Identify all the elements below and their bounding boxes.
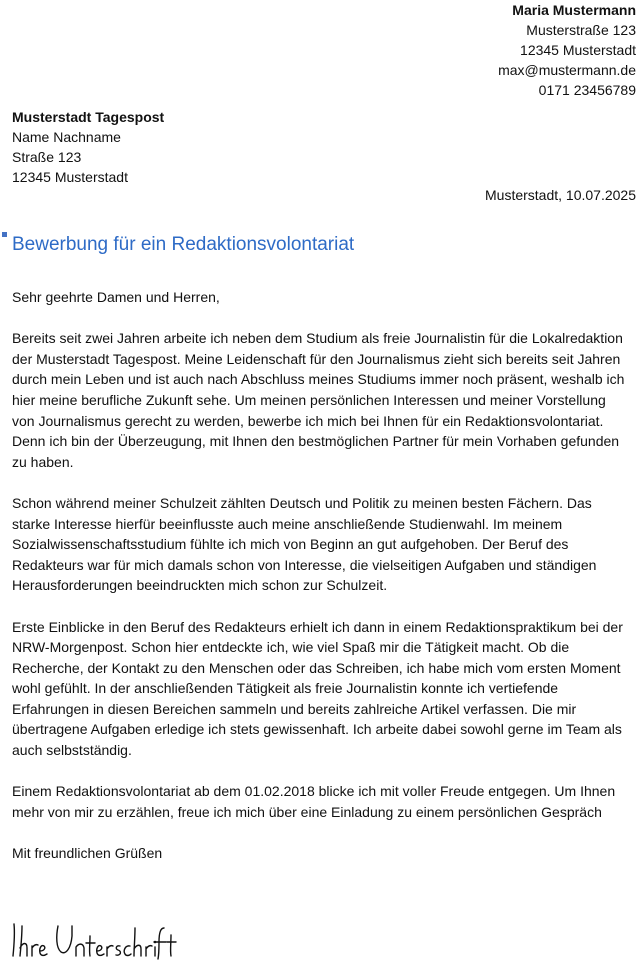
sender-email: max@mustermann.de — [498, 62, 636, 78]
recipient-address-block — [12, 107, 164, 187]
recipient-organization: Musterstadt Tagespost — [12, 109, 165, 125]
recipient-contact: Name Nachname — [12, 129, 121, 145]
body-paragraph-4: Einem Redaktionsvolontariat ab dem 01.02.2018 blicke ich mit voller Freude entgegen. Um Ihnen mehr von mir zu erzählen, freue ich mich über eine Einladung zu einem persönlichen Gespräch — [12, 783, 616, 820]
closing-line: Mit freundlichen Grüßen — [12, 845, 163, 862]
sender-city: 12345 Musterstadt — [520, 42, 636, 58]
handwritten-signature — [8, 918, 178, 960]
body-paragraph-2: Schon während meiner Schulzeit zählten Deutsch und Politik zu meinen besten Fächern. Das starke Interesse hierfür beeinflusste auch meine anschließende Studienwahl. Im meinem Sozialwissenschaftsstudium fühlte ich mich von Beginn an gut aufgehoben. Der Beruf des Redakteurs war für mich damals schon von Interesse, die vielseitigen Aufgaben und ständigen Herausforderungen beeindruckten mich schon zur Schulzeit. — [12, 494, 597, 594]
subject-heading: Bewerbung für ein Redaktionsvolontariat — [12, 234, 355, 255]
sender-street: Musterstraße 123 — [526, 22, 636, 38]
salutation: Sehr geehrte Damen und Herren, — [12, 289, 220, 305]
date-line: Musterstadt, 10.07.2025 — [485, 187, 636, 203]
body-paragraph-1: Bereits seit zwei Jahren arbeite ich neben dem Studium als freie Journalistin für die Lokalredaktion der Musterstadt Tagespost. Meine Leidenschaft für den Journalismus zieht sich bereits seit Jahren durch mein Leben und ist auch nach Abschluss meines Studiums immer noch präsent, weshalb ich hier meine berufliche Zukunft sehe. Um meinen persönlichen Interessen und meiner Vorstellung von Journalismus gerecht zu werden, bewerbe ich mich bei Ihnen für ein Redaktionsvolontariat. Denn ich bin der Überzeugung, mit Ihnen den bestmöglichen Partner für mein Vorhaben gefunden zu haben. — [12, 330, 625, 470]
sender-phone: 0171 23456789 — [538, 82, 636, 98]
body-paragraph-3: Erste Einblicke in den Beruf des Redakteurs erhielt ich dann in einem Redaktionspraktikum bei der NRW-Morgenpost. Schon hier entdeckte ich, wie viel Spaß mir die Tätigkeit macht. Ob die Recherche, der Kontakt zu den Menschen oder das Schreiben, ich habe mich vom ersten Moment wohl gefühlt. In der anschließenden Tätigkeit als freie Journalistin konnte ich vertiefende Erfahrungen in diesen Bereichen sammeln und bereits zahlreiche Artikel verfassen. Die mir übertragene Aufgaben erledige ich stets gewissenhaft. Ich arbeite dabei sowohl gerne im Team als auch selbstständig. — [12, 618, 623, 759]
sender-address-block — [498, 0, 636, 100]
subject-marker — [2, 232, 7, 237]
letter-body — [12, 287, 632, 884]
sender-name: Maria Mustermann — [512, 2, 636, 18]
recipient-street: Straße 123 — [12, 149, 82, 165]
recipient-city: 12345 Musterstadt — [12, 169, 128, 185]
